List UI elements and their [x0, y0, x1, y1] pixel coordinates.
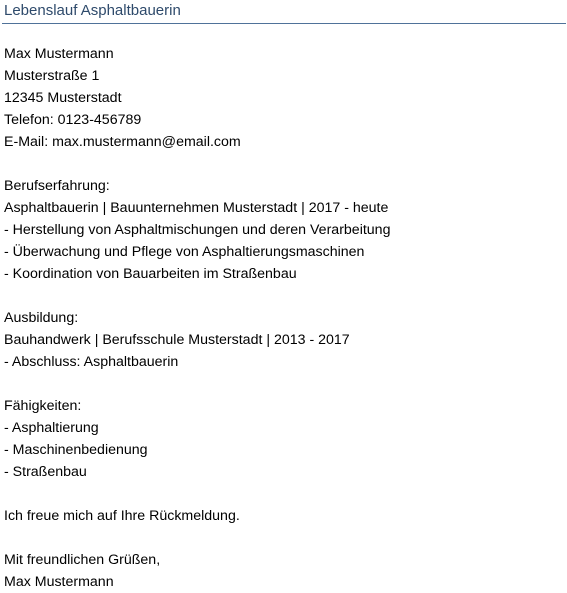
education-heading: Ausbildung: — [4, 310, 79, 326]
spacer — [4, 483, 564, 505]
title-underline — [2, 23, 566, 24]
experience-duty: - Koordination von Bauarbeiten im Straßenbau — [4, 266, 297, 282]
document-title: Lebenslauf Asphaltbauerin — [4, 2, 181, 19]
experience-position: Asphaltbauerin | Bauunternehmen Musterstadt | 2017 - heute — [4, 200, 389, 216]
closing-signature: Max Mustermann — [4, 574, 114, 590]
education-detail: - Abschluss: Asphaltbauerin — [4, 354, 179, 370]
spacer — [4, 285, 564, 307]
skill-item: - Maschinenbedienung — [4, 442, 148, 458]
skill-item: - Straßenbau — [4, 464, 87, 480]
contact-city: 12345 Musterstadt — [4, 90, 122, 106]
spacer — [4, 153, 564, 175]
experience-duty: - Überwachung und Pflege von Asphaltierungsmaschinen — [4, 244, 365, 260]
contact-section — [4, 43, 564, 153]
document-body — [4, 43, 564, 593]
education-section — [4, 307, 564, 373]
experience-duty: - Herstellung von Asphaltmischungen und deren Verarbeitung — [4, 222, 391, 238]
experience-heading: Berufserfahrung: — [4, 178, 110, 194]
spacer — [4, 373, 564, 395]
skill-item: - Asphaltierung — [4, 420, 99, 436]
experience-section — [4, 175, 564, 285]
closing-greeting: Mit freundlichen Grüßen, — [4, 552, 161, 568]
contact-name: Max Mustermann — [4, 46, 114, 62]
contact-email: E-Mail: max.mustermann@email.com — [4, 134, 241, 150]
spacer — [4, 527, 564, 549]
closing-section — [4, 505, 564, 593]
education-entry: Bauhandwerk | Berufsschule Musterstadt | 2013 - 2017 — [4, 332, 350, 348]
closing-message: Ich freue mich auf Ihre Rückmeldung. — [4, 508, 240, 524]
skills-section — [4, 395, 564, 483]
contact-street: Musterstraße 1 — [4, 68, 100, 84]
contact-phone: Telefon: 0123-456789 — [4, 112, 142, 128]
skills-heading: Fähigkeiten: — [4, 398, 82, 414]
